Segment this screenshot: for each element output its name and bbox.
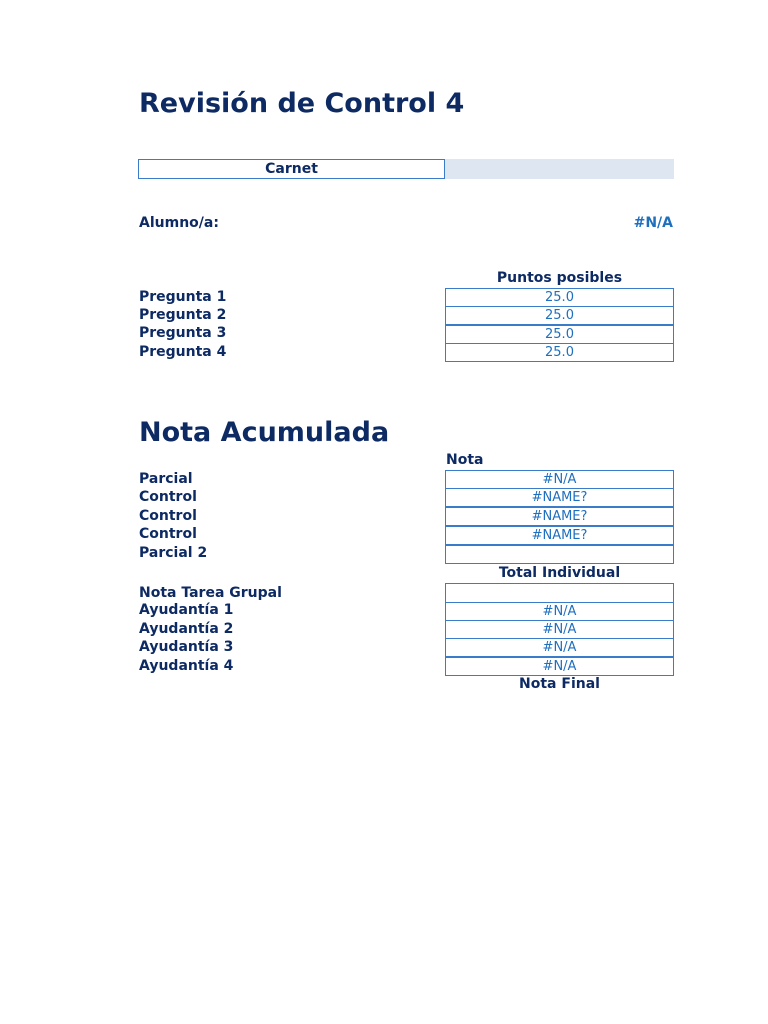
grupal-row-value: #N/A xyxy=(445,657,674,676)
acumulada-row-value xyxy=(445,545,674,564)
pregunta-value-cell: 25.0 xyxy=(445,343,674,362)
nota-final-header: Nota Final xyxy=(519,676,600,692)
acumulada-row-label: Control xyxy=(139,508,197,524)
acumulada-row-value: #N/A xyxy=(445,470,674,489)
carnet-label-cell: Carnet xyxy=(138,159,445,179)
grupal-row-value: #N/A xyxy=(445,638,674,657)
grupal-row-label: Ayudantía 4 xyxy=(139,658,234,674)
pregunta-value-cell: 25.0 xyxy=(445,325,674,344)
acumulada-row-label: Control xyxy=(139,489,197,505)
carnet-input-cell[interactable] xyxy=(445,159,674,179)
acumulada-row-label: Parcial 2 xyxy=(139,545,208,561)
acumulada-row-value: #NAME? xyxy=(445,526,674,545)
pregunta-label: Pregunta 1 xyxy=(139,289,227,305)
nota-header: Nota xyxy=(446,452,484,468)
alumno-label: Alumno/a: xyxy=(139,215,219,231)
pregunta-label: Pregunta 2 xyxy=(139,307,227,323)
acumulada-row-value: #NAME? xyxy=(445,507,674,526)
grupal-row-value: #N/A xyxy=(445,602,674,621)
pregunta-value-cell: 25.0 xyxy=(445,288,674,307)
total-individual-header: Total Individual xyxy=(498,565,621,581)
grupal-row-label: Ayudantía 2 xyxy=(139,621,234,637)
puntos-posibles-header: Puntos posibles xyxy=(496,270,623,286)
nota-acumulada-title: Nota Acumulada xyxy=(139,417,390,448)
grupal-row-value xyxy=(445,583,674,603)
page-title: Revisión de Control 4 xyxy=(139,88,465,119)
grupal-row-label: Nota Tarea Grupal xyxy=(139,585,282,601)
acumulada-row-label: Parcial xyxy=(139,471,193,487)
pregunta-label: Pregunta 3 xyxy=(139,325,227,341)
pregunta-label: Pregunta 4 xyxy=(139,344,227,360)
grupal-row-label: Ayudantía 1 xyxy=(139,602,234,618)
acumulada-row-label: Control xyxy=(139,526,197,542)
acumulada-row-value: #NAME? xyxy=(445,488,674,507)
pregunta-value-cell: 25.0 xyxy=(445,306,674,325)
grupal-row-value: #N/A xyxy=(445,620,674,639)
grupal-row-label: Ayudantía 3 xyxy=(139,639,234,655)
alumno-value: #N/A xyxy=(633,215,673,231)
